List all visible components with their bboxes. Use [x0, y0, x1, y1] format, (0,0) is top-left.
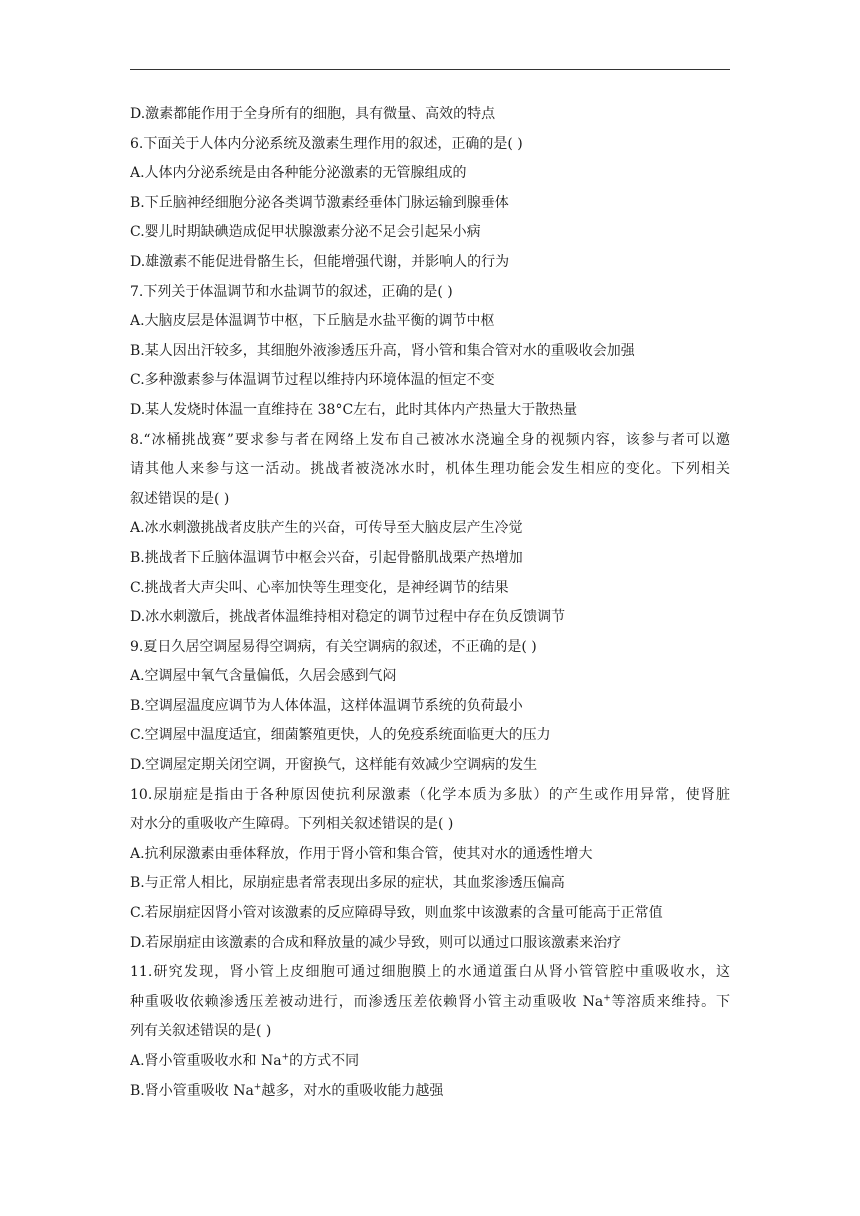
- text-line: C.多种激素参与体温调节过程以维持内环境体温的恒定不变: [130, 372, 495, 389]
- superscript: +: [603, 993, 611, 1004]
- text-line: D.若尿崩症由该激素的合成和释放量的减少导致，则可以通过口服该激素来治疗: [130, 934, 622, 951]
- text-line: C.若尿崩症因肾小管对该激素的反应障碍导致，则血浆中该激素的含量可能高于正常值: [130, 905, 663, 922]
- text-line: C.婴儿时期缺碘造成促甲状腺激素分泌不足会引起呆小病: [130, 224, 481, 241]
- text-segment: A.肾小管重吸收水和 Na: [130, 1053, 282, 1069]
- text-line: A.人体内分泌系统是由各种能分泌激素的无管腺组成的: [130, 165, 467, 182]
- text-line: D.某人发烧时体温一直维持在 38°C左右，此时其体内产热量大于散热量: [130, 401, 578, 418]
- text-line: D.雄激素不能促进骨骼生长，但能增强代谢，并影响人的行为: [130, 253, 510, 270]
- text-line: 6.下面关于人体内分泌系统及激素生理作用的叙述，正确的是( ): [130, 135, 523, 152]
- text-line: [130, 1077, 730, 1107]
- text-line: B.某人因出汗较多，其细胞外液渗透压升高，肾小管和集合管对水的重吸收会加强: [130, 342, 635, 359]
- text-line: C.空调屋中温度适宜，细菌繁殖更快，人的免疫系统面临更大的压力: [130, 727, 551, 744]
- document-body: [130, 100, 730, 1106]
- text-line: [130, 988, 730, 1018]
- text-line: D.空调屋定期关闭空调，开窗换气，这样能有效减少空调病的发生: [130, 757, 538, 774]
- text-line: 叙述错误的是( ): [130, 490, 230, 507]
- text-line: 7.下列关于体温调节和水盐调节的叙述，正确的是( ): [130, 283, 453, 300]
- text-line: B.挑战者下丘脑体温调节中枢会兴奋，引起骨骼肌战栗产热增加: [130, 549, 523, 566]
- text-line: A.冰水刺激挑战者皮肤产生的兴奋，可传导至大脑皮层产生冷觉: [130, 520, 523, 537]
- superscript: +: [253, 1081, 262, 1092]
- text-line: C.挑战者大声尖叫、心率加快等生理变化，是神经调节的结果: [130, 579, 509, 596]
- superscript: +: [281, 1052, 290, 1063]
- text-line: 请其他人来参与这一活动。挑战者被浇冰水时，机体生理功能会发生相应的变化。下列相关: [130, 461, 730, 478]
- text-line: 9.夏日久居空调屋易得空调病，有关空调病的叙述，不正确的是( ): [130, 638, 537, 655]
- text-line: 对水分的重吸收产生障碍。下列相关叙述错误的是( ): [130, 816, 454, 833]
- text-line: [130, 1047, 730, 1077]
- text-segment: 越多，对水的重吸收能力越强: [261, 1082, 444, 1099]
- text-line: A.抗利尿激素由垂体释放，作用于肾小管和集合管，使其对水的通透性增大: [130, 845, 593, 862]
- header-rule: [130, 69, 730, 70]
- text-segment: B.肾小管重吸收 Na: [130, 1082, 254, 1099]
- text-line: B.下丘脑神经细胞分泌各类调节激素经垂体门脉运输到腺垂体: [130, 194, 509, 211]
- text-line: 11.研究发现，肾小管上皮细胞可通过细胞膜上的水通道蛋白从肾小管管腔中重吸收水，这: [130, 964, 730, 981]
- text-segment: 等溶质来维持。下: [610, 993, 730, 1010]
- text-line: 10.尿崩症是指由于各种原因使抗利尿激素（化学本质为多肽）的产生或作用异常，使肾脏: [130, 786, 730, 803]
- text-segment: 的方式不同: [289, 1053, 360, 1069]
- text-line: B.与正常人相比，尿崩症患者常表现出多尿的症状，其血浆渗透压偏高: [130, 875, 565, 892]
- text-line: 列有关叙述错误的是( ): [130, 1023, 272, 1040]
- text-line: D.激素都能作用于全身所有的细胞，具有微量、高效的特点: [130, 106, 496, 122]
- text-line: D.冰水刺激后，挑战者体温维持相对稳定的调节过程中存在负反馈调节: [130, 609, 566, 626]
- text-line: A.空调屋中氧气含量偏低，久居会感到气闷: [130, 668, 397, 685]
- text-line: 8.“冰桶挑战赛”要求参与者在网络上发布自己被冰水浇遍全身的视频内容，该参与者可以邀: [130, 431, 730, 448]
- text-line: A.大脑皮层是体温调节中枢，下丘脑是水盐平衡的调节中枢: [130, 313, 495, 330]
- text-segment: 种重吸收依赖渗透压差被动进行，而渗透压差依赖肾小管主动重吸收 Na: [130, 993, 604, 1010]
- text-line: B.空调屋温度应调节为人体体温，这样体温调节系统的负荷最小: [130, 697, 523, 714]
